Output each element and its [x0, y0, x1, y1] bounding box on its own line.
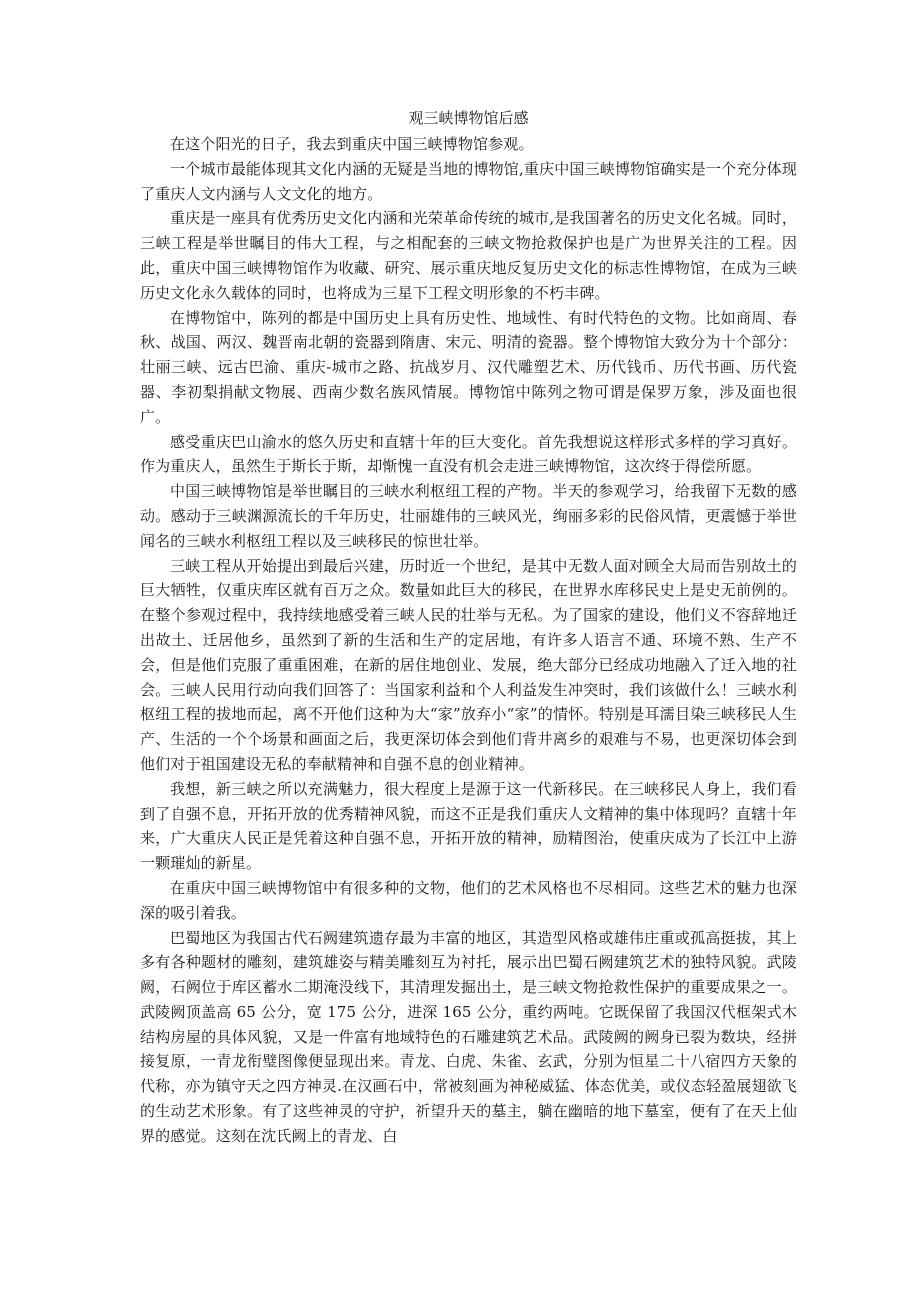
paragraph-city-museum: 一个城市最能体现其文化内涵的无疑是当地的博物馆,重庆中国三峡博物馆确实是一个充分体现了重庆人文内涵与人文文化的地方。	[140, 159, 797, 203]
document-page	[140, 108, 797, 1149]
paragraph-new-migrants: 我想，新三峡之所以充满魅力，很大程度上是源于这一代新移民。在三峡移民人身上，我们看到了自强不息，开拓开放的优秀精神风貌，而这不正是我们重庆人文精神的集中体现吗？直辖十年来，广大重庆人民正是凭着这种自强不息，开拓开放的精神，励精图治，使重庆成为了长江中上游一颗璀灿的新星。	[140, 779, 797, 873]
paragraph-stone-que: 巴蜀地区为我国古代石阙建筑遗存最为丰富的地区，其造型风格或雄伟庄重或孤高挺拔，其上多有各种题材的雕刻，建筑雄姿与精美雕刻互为衬托，展示出巴蜀石阙建筑艺术的独特风貌。武陵阙，石阙位于库区蓄水二期淹没线下，其清理发掘出土，是三峡文物抢救性保护的重要成果之一。武陵阙顶盖高 65 公分，宽 175 公分，进深 165 公分，重约两吨。它既保留了我国汉代框架式木结构房屋的具体风貌，又是一件富有地域特色的石雕建筑艺术品。武陵阙的阙身已裂为数块，经拼接复原，一青龙衔璧图像便显现出来。青龙、白虎、朱雀、玄武，分别为恒星二十八宿四方天象的代称，亦为镇守天之四方神灵.在汉画石中，常被刻画为神秘威猛、体态优美，或仪态轻盈展翅欲飞的生动艺术形象。有了这些神灵的守护，祈望升天的墓主，躺在幽暗的地下墓室，便有了在天上仙界的感觉。这刻在沈氏阙上的青龙、白	[140, 928, 797, 1145]
paragraph-intro: 在这个阳光的日子，我去到重庆中国三峡博物馆参观。	[170, 135, 534, 153]
paragraph-project-product: 中国三峡博物馆是举世瞩目的三峡水利枢纽工程的产物。半天的参观学习，给我留下无数的感动。感动于三峡渊源流长的千年历史，壮丽雄伟的三峡风光，绚丽多彩的民俗风情，更震憾于举世闻名的三峡水利枢纽工程以及三峡移民的惊世壮举。	[140, 482, 797, 550]
paragraph-artifacts: 在重庆中国三峡博物馆中有很多种的文物，他们的艺术风格也不尽相同。这些艺术的魅力也深深的吸引着我。	[140, 878, 797, 922]
paragraph-feelings: 感受重庆巴山渝水的悠久历史和直辖十年的巨大变化。首先我想说这样形式多样的学习真好。作为重庆人，虽然生于斯长于斯，却惭愧一直没有机会走进三峡博物馆，这次终于得偿所愿。	[140, 432, 797, 476]
paragraph-exhibits: 在博物馆中，陈列的都是中国历史上具有历史性、地域性、有时代特色的文物。比如商周、春秋、战国、两汉、魏晋南北朝的瓷器到隋唐、宋元、明清的瓷器。整个博物馆大致分为十个部分：壮丽三峡、远古巴渝、重庆-城市之路、抗战岁月、汉代雕塑艺术、历代钱币、历代书画、历代瓷器、李初梨捐献文物展、西南少数名族风情展。博物馆中陈列之物可谓是保罗万象，涉及面也很广。	[140, 308, 797, 426]
paragraph-migration: 三峡工程从开始提出到最后兴建，历时近一个世纪，是其中无数人面对顾全大局而告别故土的巨大牺牲，仅重庆库区就有百万之众。数量如此巨大的移民，在世界水库移民史上是史无前例的。在整个参观过程中，我持续地感受着三峡人民的壮举与无私。为了国家的建设，他们义不容辞地迁出故土、迁居他乡，虽然到了新的生活和生产的定居地，有许多人语言不通、环境不熟、生产不会，但是他们克服了重重困难，在新的居住地创业、发展，绝大部分已经成功地融入了迁入地的社会。三峡人民用行动向我们回答了：当国家利益和个人利益发生冲突时，我们该做什么！三峡水利枢纽工程的拔地而起，离不开他们这种为大“家”放弃小“家”的情怀。特别是耳濡目染三峡移民人生产、生活的一个个场景和画面之后，我更深切体会到他们背井离乡的艰难与不易，也更深切体会到他们对于祖国建设无私的奉献精神和自强不息的创业精神。	[140, 556, 797, 773]
document-title: 观三峡博物馆后感	[408, 109, 529, 127]
paragraph-chongqing-history: 重庆是一座具有优秀历史文化内涵和光荣革命传统的城市,是我国著名的历史文化名城。同时，三峡工程是举世瞩目的伟大工程，与之相配套的三峡文物抢救保护也是广为世界关注的工程。因此，重庆中国三峡博物馆作为收藏、研究、展示重庆地反复历史文化的标志性博物馆，在成为三峡历史文化永久载体的同时，也将成为三星下工程文明形象的不朽丰碑。	[140, 209, 797, 302]
